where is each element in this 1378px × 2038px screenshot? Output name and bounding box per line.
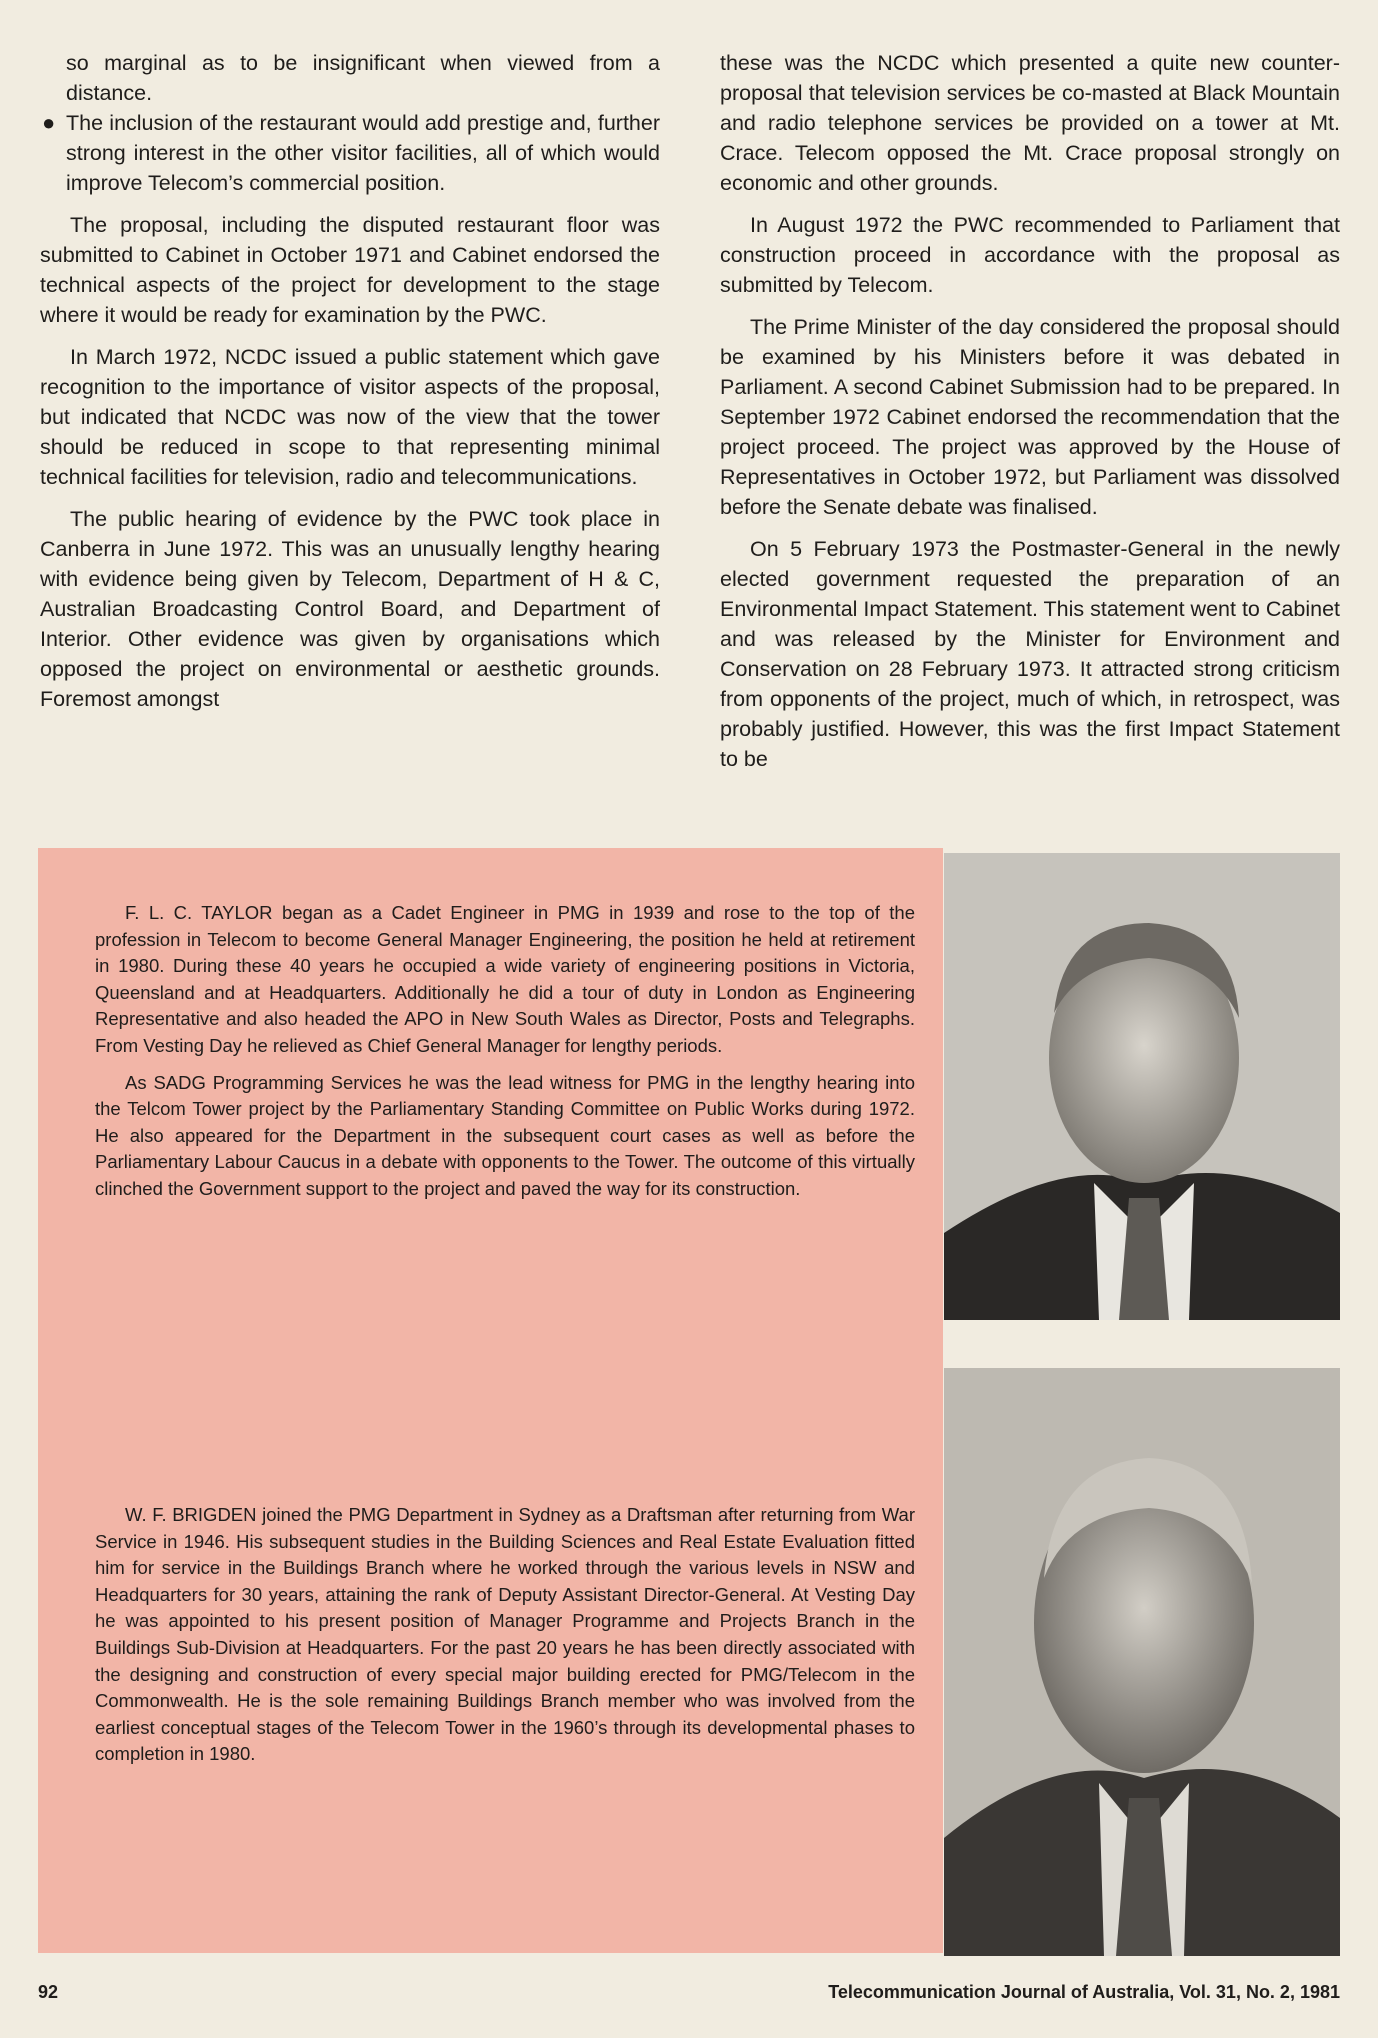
- paragraph: The public hearing of evidence by the PWC took place in Canberra in June 1972. This was an unusually lengthy hearing with evidence being given by Telecom, Department of H & C, Australian Broadcasting Control Board, and Department of Interior. Other evidence was given by organisations which opposed the project on environmental or aesthetic grounds. Foremost amongst: [40, 507, 660, 711]
- portrait-photo-brigden: [944, 1368, 1340, 1956]
- bio-paragraph: F. L. C. TAYLOR began as a Cadet Engineer in PMG in 1939 and rose to the top of the profession in Telecom to become General Manager Engineering, the position he held at retirement in 1980. During these 40 years he occupied a wide variety of engineering positions in Victoria, Queensland and at Headquarters. Additionally he did a tour of duty in London as Engineering Representative and also headed the APO in New South Wales as Director, Posts and Telegraphs. From Vesting Day he relieved as Chief General Manager for lengthy periods.: [95, 902, 915, 1056]
- article-column-left: [40, 48, 660, 726]
- bullet-item: [40, 108, 660, 198]
- bio-paragraph: As SADG Programming Services he was the lead witness for PMG in the lengthy hearing into the Telcom Tower project by the Parliamentary Standing Committee on Public Works during 1972. He also appeared for the Department in the subsequent court cases as well as before the Parliamentary Labour Caucus in a debate with opponents to the Tower. The outcome of this virtually clinched the Government support to the project and paved the way for its construction.: [95, 1071, 915, 1199]
- portrait-icon: [944, 1368, 1340, 1956]
- portrait-photo-taylor: [944, 853, 1340, 1320]
- bio-paragraph: W. F. BRIGDEN joined the PMG Department in Sydney as a Draftsman after returning from War Service in 1946. His subsequent studies in the Building Sciences and Real Estate Evaluation fitted him for service in the Buildings Branch where he worked through the various levels in NSW and Headquarters for 30 years, attaining the rank of Deputy Assistant Director-General. At Vesting Day he was appointed to his present position of Manager Programme and Projects Branch in the Buildings Sub-Division at Headquarters. For the past 20 years he has been directly associated with the designing and construction of every special major building erected for PMG/Telecom in the Commonwealth. He is the sole remaining Buildings Branch member who was involved from the earliest conceptual stages of the Telecom Tower in the 1960’s through its developmental phases to completion in 1980.: [95, 1504, 915, 1765]
- paragraph: these was the NCDC which presented a quite new counter-proposal that television services be co-masted at Black Mountain and radio telephone services be provided on a tower at Mt. Crace. Telecom opposed the Mt. Crace proposal strongly on economic and other grounds.: [720, 51, 1340, 195]
- article-column-right: [720, 48, 1340, 786]
- author-bios-box: [38, 848, 943, 1953]
- paragraph: In August 1972 the PWC recommended to Parliament that construction proceed in accordance with the proposal as submitted by Telecom.: [720, 213, 1340, 297]
- portrait-icon: [944, 853, 1340, 1320]
- page-number: 92: [38, 1982, 59, 2002]
- continued-bullet-text: so marginal as to be insignificant when viewed from a distance.: [66, 51, 660, 105]
- bio-taylor: [95, 900, 915, 1213]
- paragraph: On 5 February 1973 the Postmaster-General in the newly elected government requested the preparation of an Environmental Impact Statement. This statement went to Cabinet and was released by the Minister for Environment and Conservation on 28 February 1973. It attracted strong criticism from opponents of the project, much of which, in retrospect, was probably justified. However, this was the first Impact Statement to be: [720, 537, 1340, 771]
- paragraph: In March 1972, NCDC issued a public statement which gave recognition to the importance of visitor aspects of the proposal, but indicated that NCDC was now of the view that the tower should be reduced in scope to that representing minimal technical facilities for television, radio and telecommunications.: [40, 345, 660, 489]
- paragraph: The Prime Minister of the day considered the proposal should be examined by his Ministers before it was debated in Parliament. A second Cabinet Submission had to be prepared. In September 1972 Cabinet endorsed the recommendation that the project proceed. The project was approved by the House of Representatives in October 1972, but Parliament was dissolved before the Senate debate was finalised.: [720, 315, 1340, 519]
- paragraph: The proposal, including the disputed restaurant floor was submitted to Cabinet in October 1971 and Cabinet endorsed the technical aspects of the project for development to the stage where it would be ready for examination by the PWC.: [40, 213, 660, 327]
- bio-brigden: [95, 1502, 915, 1778]
- journal-citation: Telecommunication Journal of Australia, Vol. 31, No. 2, 1981: [828, 1982, 1340, 2002]
- bullet-icon: ●: [42, 110, 56, 135]
- bullet-text: The inclusion of the restaurant would add prestige and, further strong interest in the other visitor facilities, all of which would improve Telecom’s commercial position.: [66, 111, 660, 195]
